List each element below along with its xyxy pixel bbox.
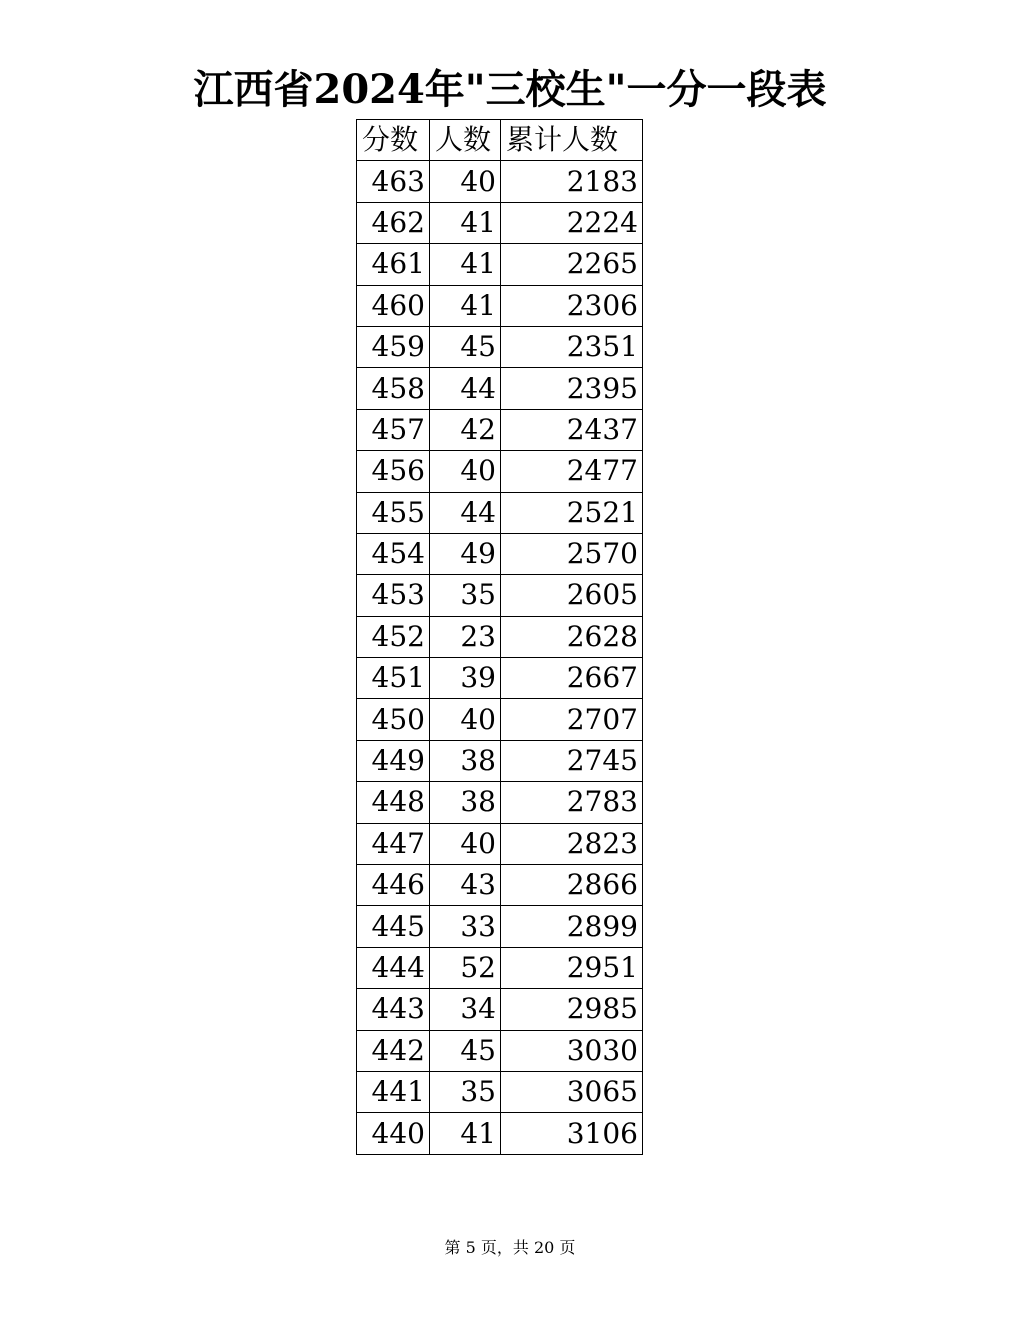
count-cell: 45 <box>430 1030 501 1071</box>
cumulative-cell: 2224 <box>501 202 643 243</box>
score-cell: 444 <box>357 947 430 988</box>
table-row <box>357 492 643 533</box>
score-cell: 461 <box>357 244 430 285</box>
score-cell: 447 <box>357 823 430 864</box>
table-row <box>357 906 643 947</box>
count-cell: 40 <box>430 699 501 740</box>
table-row <box>357 699 643 740</box>
header-score: 分数 <box>357 120 430 161</box>
table-row <box>357 575 643 616</box>
table-row <box>357 1030 643 1071</box>
count-cell: 35 <box>430 1071 501 1112</box>
cumulative-cell: 2745 <box>501 740 643 781</box>
cumulative-cell: 2707 <box>501 699 643 740</box>
cumulative-cell: 2521 <box>501 492 643 533</box>
score-cell: 441 <box>357 1071 430 1112</box>
score-cell: 457 <box>357 409 430 450</box>
table-row <box>357 740 643 781</box>
cumulative-cell: 2570 <box>501 533 643 574</box>
count-cell: 38 <box>430 740 501 781</box>
table-row <box>357 244 643 285</box>
count-cell: 35 <box>430 575 501 616</box>
count-cell: 41 <box>430 285 501 326</box>
table-header-row <box>357 120 643 161</box>
cumulative-cell: 2667 <box>501 658 643 699</box>
table-row <box>357 368 643 409</box>
count-cell: 40 <box>430 161 501 202</box>
score-cell: 445 <box>357 906 430 947</box>
score-cell: 459 <box>357 326 430 367</box>
header-count: 人数 <box>430 120 501 161</box>
score-cell: 452 <box>357 616 430 657</box>
table-row <box>357 451 643 492</box>
cumulative-cell: 2351 <box>501 326 643 367</box>
count-cell: 41 <box>430 202 501 243</box>
cumulative-cell: 3030 <box>501 1030 643 1071</box>
score-cell: 462 <box>357 202 430 243</box>
score-cell: 449 <box>357 740 430 781</box>
table-row <box>357 616 643 657</box>
score-cell: 456 <box>357 451 430 492</box>
cumulative-cell: 3065 <box>501 1071 643 1112</box>
cumulative-cell: 2951 <box>501 947 643 988</box>
score-cell: 454 <box>357 533 430 574</box>
count-cell: 40 <box>430 823 501 864</box>
count-cell: 23 <box>430 616 501 657</box>
cumulative-cell: 2628 <box>501 616 643 657</box>
count-cell: 40 <box>430 451 501 492</box>
table-row <box>357 989 643 1030</box>
score-cell: 455 <box>357 492 430 533</box>
score-distribution-table <box>356 119 643 1155</box>
table-row <box>357 533 643 574</box>
cumulative-cell: 3106 <box>501 1113 643 1154</box>
cumulative-cell: 2866 <box>501 865 643 906</box>
table-row <box>357 865 643 906</box>
score-cell: 458 <box>357 368 430 409</box>
page-title: 江西省2024年"三校生"一分一段表 <box>193 66 827 113</box>
score-cell: 440 <box>357 1113 430 1154</box>
count-cell: 34 <box>430 989 501 1030</box>
table-row <box>357 161 643 202</box>
table-row <box>357 285 643 326</box>
page-footer: 第 5 页，共 20 页 <box>444 1238 576 1257</box>
cumulative-cell: 2183 <box>501 161 643 202</box>
score-cell: 448 <box>357 782 430 823</box>
table-row <box>357 202 643 243</box>
score-cell: 443 <box>357 989 430 1030</box>
table-row <box>357 782 643 823</box>
count-cell: 39 <box>430 658 501 699</box>
table-body <box>357 161 643 1154</box>
count-cell: 42 <box>430 409 501 450</box>
count-cell: 44 <box>430 368 501 409</box>
count-cell: 49 <box>430 533 501 574</box>
cumulative-cell: 2437 <box>501 409 643 450</box>
table-row <box>357 409 643 450</box>
table-row <box>357 823 643 864</box>
count-cell: 38 <box>430 782 501 823</box>
cumulative-cell: 2823 <box>501 823 643 864</box>
cumulative-cell: 2395 <box>501 368 643 409</box>
table-row <box>357 1071 643 1112</box>
cumulative-cell: 2783 <box>501 782 643 823</box>
count-cell: 41 <box>430 244 501 285</box>
cumulative-cell: 2265 <box>501 244 643 285</box>
table-row <box>357 658 643 699</box>
cumulative-cell: 2306 <box>501 285 643 326</box>
count-cell: 33 <box>430 906 501 947</box>
table-row <box>357 947 643 988</box>
cumulative-cell: 2605 <box>501 575 643 616</box>
score-cell: 446 <box>357 865 430 906</box>
cumulative-cell: 2477 <box>501 451 643 492</box>
count-cell: 41 <box>430 1113 501 1154</box>
cumulative-cell: 2899 <box>501 906 643 947</box>
score-cell: 442 <box>357 1030 430 1071</box>
score-cell: 453 <box>357 575 430 616</box>
score-cell: 460 <box>357 285 430 326</box>
count-cell: 45 <box>430 326 501 367</box>
cumulative-cell: 2985 <box>501 989 643 1030</box>
count-cell: 52 <box>430 947 501 988</box>
table-row <box>357 1113 643 1154</box>
count-cell: 43 <box>430 865 501 906</box>
score-cell: 450 <box>357 699 430 740</box>
header-cumulative: 累计人数 <box>501 120 643 161</box>
score-cell: 451 <box>357 658 430 699</box>
count-cell: 44 <box>430 492 501 533</box>
table-row <box>357 326 643 367</box>
score-cell: 463 <box>357 161 430 202</box>
